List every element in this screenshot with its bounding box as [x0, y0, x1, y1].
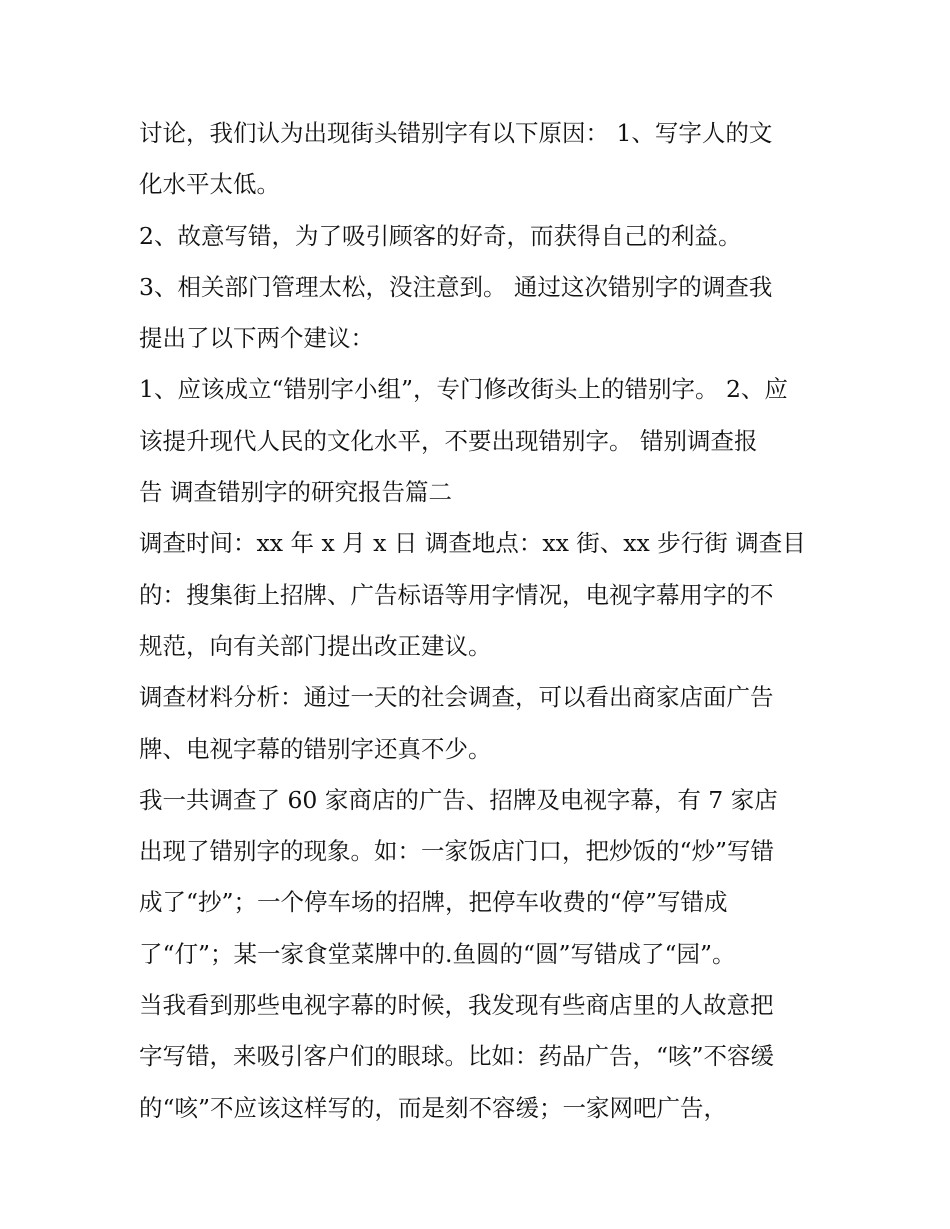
text-line-13: 牌、电视字幕的错别字还真不少。 — [139, 734, 492, 763]
text-line-8: 告 调查错别字的研究报告篇二 — [139, 478, 452, 507]
text-line-4: 3、相关部门管理太松，没注意到。 通过这次错别字的调查我 — [139, 272, 773, 301]
text-line-5: 提出了以下两个建议： — [139, 324, 374, 353]
text-line-2: 化水平太低。 — [139, 170, 280, 199]
text-line-1: 讨论，我们认为出现街头错别字有以下原因： 1、写字人的文 — [139, 119, 773, 147]
text-line-14: 我一共调查了 60 家商店的广告、招牌及电视字幕，有 7 家店 — [139, 785, 778, 814]
text-line-3: 2、故意写错，为了吸引顾客的好奇，而获得自己的利益。 — [139, 221, 742, 250]
text-line-15: 出现了错别字的现象。如：一家饭店门口，把炒饭的“炒”写错 — [139, 837, 775, 866]
text-line-18: 当我看到那些电视字幕的时候，我发现有些商店里的人故意把 — [139, 991, 774, 1020]
text-line-12: 调查材料分析：通过一天的社会调查，可以看出商家店面广告 — [139, 683, 774, 712]
text-line-17: 了“仃”；某一家食堂菜牌中的.鱼圆的“圆”写错成了“园”。 — [139, 939, 736, 968]
text-line-6: 1、应该成立“错别字小组”，专门修改街头上的错别字。 2、应 — [139, 375, 788, 404]
text-line-11: 规范，向有关部门提出改正建议。 — [139, 631, 492, 660]
text-line-20: 的“咳”不应该这样写的，而是刻不容缓；一家网吧广告， — [139, 1093, 728, 1122]
text-line-16: 成了“抄”；一个停车场的招牌，把停车收费的“停”写错成 — [139, 888, 728, 917]
text-line-19: 字写错，来吸引客户们的眼球。比如：药品广告，“咳”不容缓 — [139, 1042, 775, 1071]
text-line-10: 的：搜集街上招牌、广告标语等用字情况，电视字幕用字的不 — [139, 580, 774, 609]
text-line-7: 该提升现代人民的文化水平，不要出现错别字。 错别调查报 — [139, 426, 758, 455]
body-text — [139, 108, 819, 1134]
text-line-9: 调查时间：xx 年 x 月 x 日 调查地点：xx 街、xx 步行街 调查目 — [139, 529, 806, 558]
